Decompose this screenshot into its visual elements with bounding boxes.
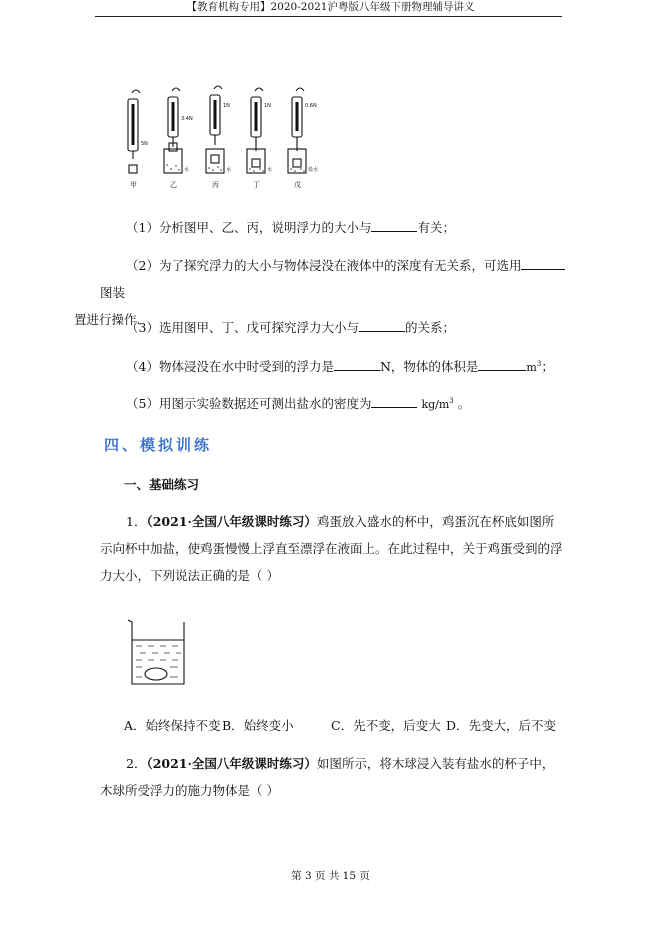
question-4 xyxy=(100,351,566,381)
problem-2-number: 2． xyxy=(126,756,147,771)
question-5-unit-sup: 3 xyxy=(449,397,454,405)
question-5 xyxy=(100,388,566,418)
scale-label-5: 0.6N xyxy=(305,103,317,109)
question-3-end: 的关系； xyxy=(404,320,455,335)
question-4-end: ； xyxy=(541,359,554,375)
spring-scale-4 xyxy=(247,88,265,173)
liquid-label-3: 水 xyxy=(226,167,232,173)
answer-blank xyxy=(478,358,526,371)
scale-label-1: 5N xyxy=(141,141,148,147)
question-4-text-b: N，物体的体积是 xyxy=(379,359,479,375)
question-5-text: （5）用图示实验数据还可测出盐水的密度为 xyxy=(126,396,372,412)
problem-2-source-tag: （2021·全国八年级课时练习） xyxy=(146,756,317,771)
spring-scale-5 xyxy=(288,88,306,173)
option-d: D．先变大，后不变 xyxy=(446,718,557,733)
liquid-label-5: 盐水 xyxy=(308,167,319,173)
caption-5: 戊 xyxy=(294,181,301,189)
question-5-unit: kg/m xyxy=(421,398,450,412)
question-2-text: （2）为了探究浮力的大小与物体浸没在液体中的深度有无关系，可选用 xyxy=(126,258,522,273)
problem-2 xyxy=(100,750,566,804)
spring-scale-2 xyxy=(164,88,182,173)
question-1-text: （1）分析图甲、乙、丙，说明浮力的大小与 xyxy=(126,220,372,235)
question-3-text: （3）选用图甲、丁、戊可探究浮力大小与 xyxy=(126,320,359,335)
answer-blank xyxy=(521,257,565,270)
subsection-title: 一、基础练习 xyxy=(124,477,200,492)
question-4-text: （4）物体浸没在水中时受到的浮力是 xyxy=(126,359,334,375)
question-1 xyxy=(100,214,566,241)
caption-3: 丙 xyxy=(212,181,219,189)
spring-scale-1 xyxy=(128,90,140,173)
spring-scale-3 xyxy=(206,86,224,173)
question-2-text-b: 图装 xyxy=(100,285,126,300)
problem-1-text: 鸡蛋放入盛水的杯中，鸡蛋沉在杯底如图所示向杯中加盐，使鸡蛋慢慢上浮直至漂浮在液面上。在此过程中，关于鸡蛋受到的浮力大小，下列说法正确的是（ ） xyxy=(100,514,563,583)
problem-2-text: 如图所示，将木球浸入装有盐水的杯子中，木球所受浮力的施力物体是（ ） xyxy=(100,756,555,798)
scale-label-3: 1N xyxy=(223,103,230,109)
answer-blank xyxy=(359,319,405,332)
caption-1: 甲 xyxy=(130,181,137,189)
problem-1 xyxy=(100,508,566,589)
problem-1-source-tag: （2021·全国八年级课时练习） xyxy=(146,514,317,529)
header-text: 【教育机构专用】2020-2021沪粤版八年级下册物理辅导讲义 xyxy=(186,1,475,13)
question-1-end: 有关； xyxy=(417,220,455,235)
option-b: B．始终变小 xyxy=(222,718,294,733)
question-3 xyxy=(100,314,566,341)
question-5-end: 。 xyxy=(457,396,471,412)
option-a: A．始终保持不变 xyxy=(124,718,221,733)
page-footer xyxy=(0,868,661,883)
beaker-egg-figure xyxy=(126,618,188,686)
option-c: C．先不变，后变大 xyxy=(331,718,441,733)
problem-1-number: 1． xyxy=(126,514,147,529)
answer-blank xyxy=(371,219,417,232)
liquid-label-2: 水 xyxy=(184,167,190,173)
liquid-label-4: 水 xyxy=(267,167,273,173)
spring-scale-experiment-figure xyxy=(112,85,342,190)
question-2-text-c: 置进行操作. xyxy=(74,312,141,327)
page-number: 第 3 页 共 15 页 xyxy=(291,870,370,882)
answer-blank xyxy=(371,395,417,408)
section-title: 四、模拟训练 xyxy=(104,436,213,454)
question-4-unit: m xyxy=(526,361,537,375)
question-4-unit-sup: 3 xyxy=(536,360,542,368)
caption-4: 丁 xyxy=(253,181,260,189)
header-divider xyxy=(95,16,562,17)
scale-label-2: 3.4N xyxy=(181,116,193,122)
answer-blank xyxy=(334,358,380,371)
scale-label-4: 1N xyxy=(264,103,271,109)
caption-2: 乙 xyxy=(170,181,177,189)
